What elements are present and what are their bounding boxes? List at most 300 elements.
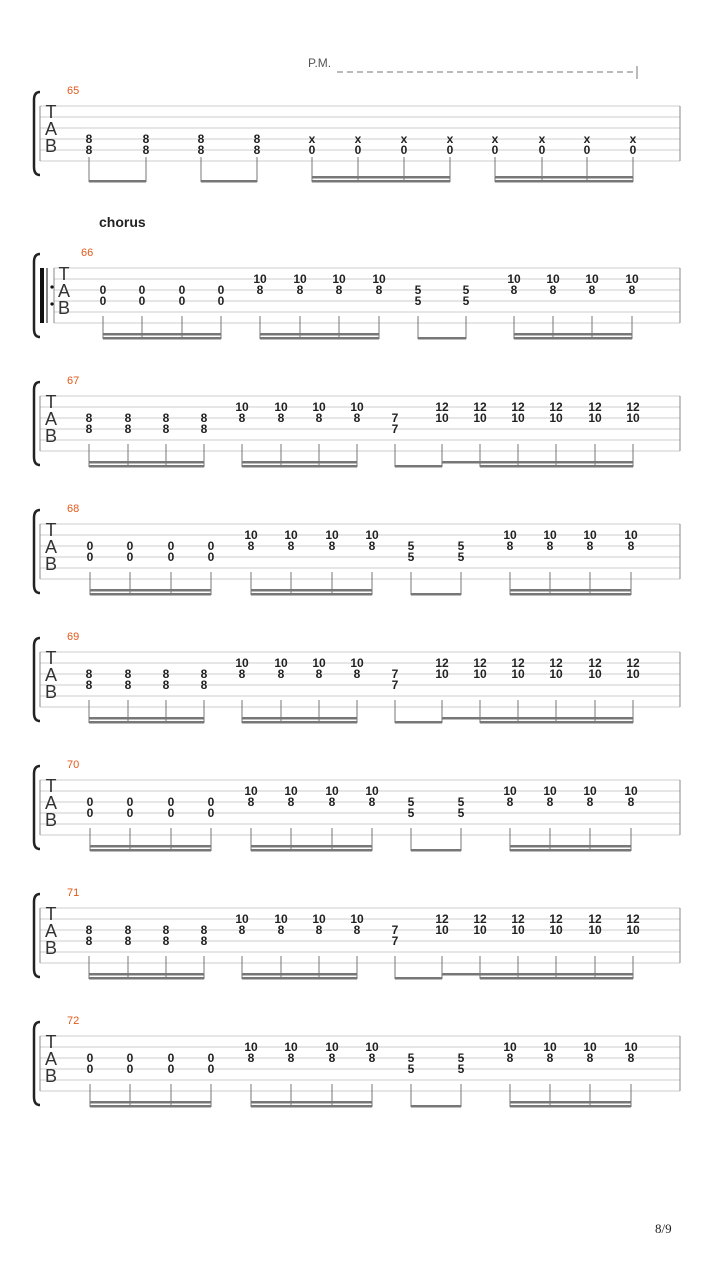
beam	[103, 337, 221, 340]
repeat-dot	[50, 285, 53, 288]
tab-clef-letter: T	[45, 648, 57, 668]
tab-clef-letter: B	[44, 682, 58, 702]
fret-number: x	[538, 132, 546, 146]
palm-mute-label: P.M.	[308, 56, 332, 70]
fret-number: 10	[503, 528, 517, 542]
fret-number: 0	[126, 795, 134, 809]
fret-number: 0	[207, 1051, 215, 1065]
fret-number: 10	[284, 528, 298, 542]
fret-number: 0	[86, 550, 94, 564]
fret-number: 10	[543, 1040, 557, 1054]
beam	[312, 180, 450, 183]
system-bracket	[34, 638, 40, 721]
fret-number: 12	[549, 400, 563, 414]
fret-number: 5	[462, 283, 470, 297]
fret-number: 10	[325, 528, 339, 542]
beam	[251, 849, 372, 852]
beam	[260, 337, 379, 340]
beam	[495, 180, 633, 183]
beam	[510, 593, 631, 596]
fret-number: 0	[99, 294, 107, 308]
fret-number: 0	[167, 795, 175, 809]
fret-number: 10	[543, 784, 557, 798]
fret-number: 8	[124, 411, 132, 425]
fret-number: 8	[162, 411, 170, 425]
fret-number: 8	[200, 678, 208, 692]
fret-number: 12	[549, 656, 563, 670]
system-bracket	[34, 766, 40, 849]
fret-number: 0	[178, 294, 186, 308]
fret-number: 10	[624, 784, 638, 798]
fret-number: 10	[253, 272, 267, 286]
fret-number: 5	[457, 550, 465, 564]
fret-number: 10	[325, 1040, 339, 1054]
beam-secondary	[442, 973, 480, 976]
fret-number: 10	[372, 272, 386, 286]
fret-number: 5	[414, 294, 422, 308]
fret-number: 8	[546, 539, 554, 553]
tab-clef-letter: B	[44, 136, 58, 156]
fret-number: 10	[244, 1040, 258, 1054]
fret-number: 0	[217, 283, 225, 297]
fret-number: 0	[207, 550, 215, 564]
fret-number: 10	[549, 923, 563, 937]
tab-clef-letter: B	[44, 810, 58, 830]
fret-number: 8	[546, 1051, 554, 1065]
fret-number: 5	[407, 550, 415, 564]
fret-number: 10	[350, 400, 364, 414]
fret-number: 5	[414, 283, 422, 297]
fret-number: 12	[588, 656, 602, 670]
tab-clef-letter: A	[44, 665, 58, 685]
fret-number: x	[583, 132, 591, 146]
fret-number: 7	[391, 923, 399, 937]
fret-number: 10	[543, 528, 557, 542]
fret-number: 8	[200, 934, 208, 948]
beam-secondary	[480, 461, 633, 464]
fret-number: 5	[457, 1062, 465, 1076]
fret-number: 12	[549, 912, 563, 926]
beam-secondary	[251, 589, 372, 592]
fret-number: 10	[235, 656, 249, 670]
fret-number: 0	[86, 1051, 94, 1065]
fret-number: 0	[207, 806, 215, 820]
fret-number: 8	[142, 132, 150, 146]
fret-number: x	[629, 132, 637, 146]
fret-number: 12	[511, 400, 525, 414]
fret-number: 12	[626, 912, 640, 926]
fret-number: x	[491, 132, 499, 146]
fret-number: 10	[235, 400, 249, 414]
tab-clef-letter: A	[44, 793, 58, 813]
fret-number: 8	[85, 132, 93, 146]
fret-number: 7	[391, 678, 399, 692]
fret-number: 8	[287, 795, 295, 809]
measure-number: 69	[67, 631, 80, 643]
fret-number: 10	[546, 272, 560, 286]
fret-number: 8	[627, 539, 635, 553]
fret-number: 0	[86, 806, 94, 820]
beam	[480, 977, 633, 980]
fret-number: 8	[586, 795, 594, 809]
fret-number: 8	[247, 1051, 255, 1065]
fret-number: 10	[511, 923, 525, 937]
fret-number: 8	[549, 283, 557, 297]
beam	[411, 593, 461, 596]
tab-clef-letter: T	[45, 392, 57, 412]
fret-number: 0	[167, 806, 175, 820]
fret-number: 0	[138, 283, 146, 297]
tab-clef-letter: A	[44, 119, 58, 139]
measure-number: 70	[67, 759, 80, 771]
beam-secondary	[90, 845, 211, 848]
fret-number: 7	[391, 411, 399, 425]
measure-number: 65	[67, 85, 80, 97]
beam-secondary	[103, 333, 221, 336]
fret-number: 8	[197, 143, 205, 157]
system-bracket	[34, 894, 40, 977]
fret-number: 8	[277, 667, 285, 681]
fret-number: 5	[457, 806, 465, 820]
fret-number: 8	[287, 539, 295, 553]
beam	[395, 465, 442, 468]
measure-number: 67	[67, 375, 80, 387]
fret-number: 8	[238, 411, 246, 425]
fret-number: 0	[126, 539, 134, 553]
beam-secondary	[260, 333, 379, 336]
fret-number: 10	[473, 667, 487, 681]
beam-secondary	[242, 717, 357, 720]
fret-number: 10	[583, 784, 597, 798]
fret-number: 8	[162, 422, 170, 436]
beam-secondary	[480, 717, 633, 720]
fret-number: 10	[583, 528, 597, 542]
fret-number: 10	[312, 912, 326, 926]
beam	[411, 849, 461, 852]
fret-number: 0	[99, 283, 107, 297]
fret-number: 10	[244, 784, 258, 798]
fret-number: 0	[126, 806, 134, 820]
fret-number: x	[354, 132, 362, 146]
fret-number: 8	[368, 1051, 376, 1065]
beam	[90, 1105, 211, 1108]
fret-number: 10	[473, 411, 487, 425]
fret-number: 12	[473, 912, 487, 926]
fret-number: 12	[588, 912, 602, 926]
fret-number: 8	[627, 1051, 635, 1065]
fret-number: 8	[85, 411, 93, 425]
tab-clef-letter: B	[44, 1066, 58, 1086]
section-label-chorus: chorus	[99, 214, 146, 230]
fret-number: 8	[375, 283, 383, 297]
tab-clef-letter: T	[45, 1032, 57, 1052]
beam-secondary	[510, 1101, 631, 1104]
beam-secondary	[442, 461, 480, 464]
tab-clef-letter: T	[45, 102, 57, 122]
tab-clef-letter: T	[58, 264, 70, 284]
fret-number: 8	[124, 667, 132, 681]
repeat-dot	[50, 302, 53, 305]
fret-number: 8	[256, 283, 264, 297]
fret-number: 10	[284, 1040, 298, 1054]
repeat-thick-bar	[40, 268, 44, 323]
fret-number: 8	[124, 678, 132, 692]
fret-number: 5	[407, 806, 415, 820]
beam-secondary	[312, 176, 450, 179]
fret-number: 7	[391, 422, 399, 436]
beam	[411, 1105, 461, 1108]
fret-number: 0	[126, 1062, 134, 1076]
beam	[89, 465, 204, 468]
fret-number: 10	[503, 784, 517, 798]
fret-number: 0	[138, 294, 146, 308]
fret-number: 10	[549, 667, 563, 681]
beam	[242, 721, 357, 724]
beam-secondary	[251, 1101, 372, 1104]
fret-number: 12	[588, 400, 602, 414]
fret-number: 10	[626, 923, 640, 937]
measure-number: 72	[67, 1015, 80, 1027]
fret-number: 8	[162, 923, 170, 937]
fret-number: 10	[293, 272, 307, 286]
fret-number: 5	[407, 539, 415, 553]
fret-number: 0	[446, 143, 454, 157]
fret-number: 8	[296, 283, 304, 297]
fret-number: 8	[162, 667, 170, 681]
beam	[89, 721, 204, 724]
fret-number: 12	[511, 656, 525, 670]
fret-number: 10	[625, 272, 639, 286]
fret-number: 8	[586, 539, 594, 553]
fret-number: 8	[510, 283, 518, 297]
fret-number: 0	[207, 795, 215, 809]
tab-clef-letter: A	[44, 409, 58, 429]
fret-number: 8	[353, 923, 361, 937]
fret-number: 12	[626, 400, 640, 414]
fret-number: 8	[627, 795, 635, 809]
fret-number: 8	[277, 411, 285, 425]
fret-number: 8	[85, 667, 93, 681]
fret-number: 0	[167, 1051, 175, 1065]
fret-number: 0	[86, 1062, 94, 1076]
fret-number: 5	[462, 294, 470, 308]
fret-number: 8	[200, 923, 208, 937]
page-number: 8/9	[655, 1221, 672, 1236]
tab-clef-letter: T	[45, 904, 57, 924]
tab-clef-letter: A	[44, 537, 58, 557]
fret-number: 0	[86, 795, 94, 809]
system-bracket	[34, 382, 40, 465]
fret-number: 10	[549, 411, 563, 425]
beam-secondary	[90, 1101, 211, 1104]
measure-number: 71	[67, 887, 80, 899]
fret-number: 8	[328, 795, 336, 809]
fret-number: 10	[626, 411, 640, 425]
fret-number: 8	[328, 539, 336, 553]
fret-number: 10	[350, 656, 364, 670]
fret-number: 0	[126, 550, 134, 564]
beam	[90, 849, 211, 852]
beam	[90, 593, 211, 596]
tab-clef-letter: B	[44, 938, 58, 958]
fret-number: 10	[435, 667, 449, 681]
fret-number: 8	[124, 923, 132, 937]
fret-number: 8	[277, 923, 285, 937]
fret-number: 8	[247, 539, 255, 553]
fret-number: 7	[391, 667, 399, 681]
fret-number: 0	[308, 143, 316, 157]
beam-secondary	[251, 845, 372, 848]
fret-number: 5	[407, 1051, 415, 1065]
fret-number: 8	[353, 667, 361, 681]
fret-number: 10	[503, 1040, 517, 1054]
fret-number: 0	[207, 539, 215, 553]
fret-number: 8	[200, 411, 208, 425]
fret-number: 8	[315, 667, 323, 681]
fret-number: 8	[85, 143, 93, 157]
fret-number: 0	[126, 1051, 134, 1065]
beam	[510, 1105, 631, 1108]
fret-number: 8	[162, 678, 170, 692]
tab-clef-letter: A	[44, 1049, 58, 1069]
fret-number: 10	[473, 923, 487, 937]
fret-number: 0	[167, 539, 175, 553]
fret-number: 8	[506, 795, 514, 809]
fret-number: 10	[244, 528, 258, 542]
fret-number: 12	[626, 656, 640, 670]
beam-secondary	[480, 973, 633, 976]
fret-number: 8	[238, 923, 246, 937]
tab-clef-letter: T	[45, 776, 57, 796]
system-bracket	[34, 510, 40, 593]
fret-number: 12	[511, 912, 525, 926]
tab-clef-letter: A	[44, 921, 58, 941]
beam	[514, 337, 632, 340]
fret-number: 10	[511, 667, 525, 681]
fret-number: 10	[583, 1040, 597, 1054]
fret-number: 0	[167, 550, 175, 564]
fret-number: 8	[142, 143, 150, 157]
fret-number: 0	[207, 1062, 215, 1076]
system-bracket	[34, 1022, 40, 1105]
fret-number: 8	[315, 411, 323, 425]
fret-number: 5	[407, 795, 415, 809]
fret-number: 12	[435, 656, 449, 670]
beam	[242, 465, 357, 468]
beam-secondary	[242, 461, 357, 464]
tab-clef-letter: B	[57, 298, 71, 318]
fret-number: 0	[354, 143, 362, 157]
fret-number: 12	[435, 400, 449, 414]
fret-number: 0	[86, 539, 94, 553]
tab-clef-letter: B	[44, 554, 58, 574]
fret-number: 10	[350, 912, 364, 926]
fret-number: 8	[85, 422, 93, 436]
fret-number: 8	[253, 143, 261, 157]
beam-secondary	[442, 717, 480, 720]
fret-number: 10	[624, 1040, 638, 1054]
fret-number: 8	[628, 283, 636, 297]
fret-number: 10	[435, 411, 449, 425]
fret-number: 10	[274, 912, 288, 926]
fret-number: 10	[585, 272, 599, 286]
fret-number: 8	[200, 422, 208, 436]
beam	[89, 180, 146, 183]
fret-number: 5	[457, 539, 465, 553]
fret-number: 8	[546, 795, 554, 809]
fret-number: 8	[200, 667, 208, 681]
fret-number: 8	[197, 132, 205, 146]
fret-number: 8	[85, 934, 93, 948]
beam	[251, 1105, 372, 1108]
fret-number: 10	[435, 923, 449, 937]
fret-number: 5	[407, 1062, 415, 1076]
fret-number: 10	[588, 411, 602, 425]
fret-number: x	[308, 132, 316, 146]
fret-number: 8	[506, 1051, 514, 1065]
beam-secondary	[89, 461, 204, 464]
beam-secondary	[495, 176, 633, 179]
fret-number: 8	[85, 678, 93, 692]
beam-secondary	[514, 333, 632, 336]
fret-number: 10	[365, 1040, 379, 1054]
fret-number: 8	[353, 411, 361, 425]
fret-number: 10	[507, 272, 521, 286]
measure-number: 66	[81, 247, 94, 259]
beam-secondary	[242, 973, 357, 976]
fret-number: 0	[583, 143, 591, 157]
fret-number: 5	[457, 1051, 465, 1065]
fret-number: 8	[368, 795, 376, 809]
fret-number: 0	[217, 294, 225, 308]
fret-number: 10	[235, 912, 249, 926]
fret-number: x	[446, 132, 454, 146]
beam-secondary	[510, 589, 631, 592]
fret-number: 10	[274, 400, 288, 414]
beam	[395, 721, 442, 724]
fret-number: 0	[400, 143, 408, 157]
fret-number: 8	[247, 795, 255, 809]
fret-number: 10	[588, 923, 602, 937]
tab-clef-letter: T	[45, 520, 57, 540]
fret-number: 0	[178, 283, 186, 297]
beam-secondary	[89, 717, 204, 720]
beam	[251, 593, 372, 596]
beam	[480, 721, 633, 724]
beam	[418, 337, 466, 340]
fret-number: 8	[162, 934, 170, 948]
fret-number: 8	[586, 1051, 594, 1065]
fret-number: 10	[284, 784, 298, 798]
fret-number: 0	[167, 1062, 175, 1076]
beam	[510, 849, 631, 852]
fret-number: 12	[473, 400, 487, 414]
beam-secondary	[89, 973, 204, 976]
fret-number: 8	[253, 132, 261, 146]
system-bracket	[34, 254, 40, 337]
fret-number: 10	[624, 528, 638, 542]
fret-number: 12	[473, 656, 487, 670]
fret-number: 10	[312, 656, 326, 670]
fret-number: 10	[588, 667, 602, 681]
fret-number: 10	[325, 784, 339, 798]
tab-clef-letter: B	[44, 426, 58, 446]
fret-number: 8	[85, 923, 93, 937]
beam	[201, 180, 257, 183]
fret-number: 10	[365, 784, 379, 798]
fret-number: 10	[365, 528, 379, 542]
fret-number: x	[400, 132, 408, 146]
